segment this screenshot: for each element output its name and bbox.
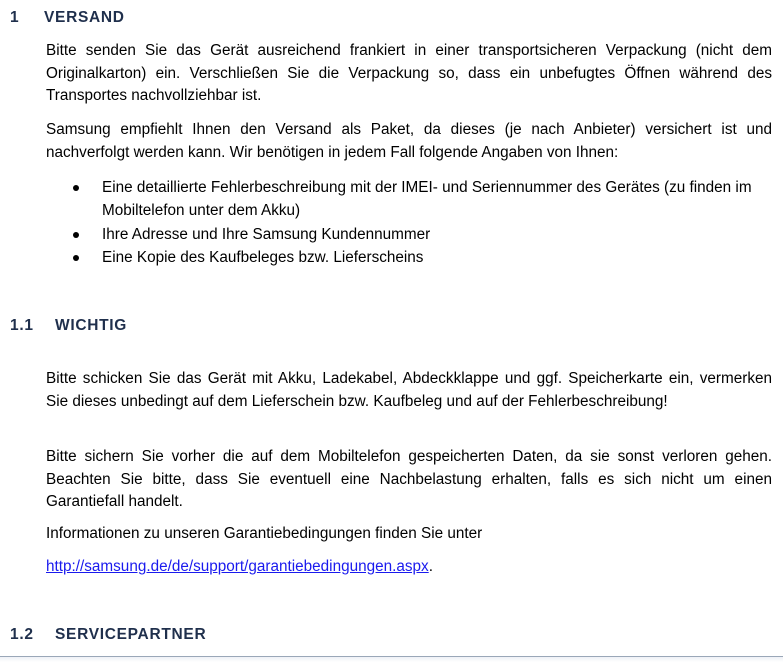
bullet-icon	[73, 185, 79, 191]
warranty-info-text: Informationen zu unseren Garantiebedingungen finden Sie unter	[46, 525, 483, 542]
wichtig-paragraph-1: Bitte schicken Sie das Gerät mit Akku, Ladekabel, Abdeckklappe und ggf. Speicherkarte ein, vermerken Sie dieses unbedingt auf dem Lieferschein bzw. Kaufbeleg und auf der Fehlerbeschreibung!	[46, 370, 772, 410]
bullet-icon	[73, 255, 79, 261]
versand-paragraph-2: Samsung empfiehlt Ihnen den Versand als Paket, da dieses (je nach Anbieter) versichert ist und nachverfolgt werden kann. Wir benötigen in jedem Fall folgende Angaben von Ihnen:	[46, 121, 772, 161]
bullet-icon	[73, 232, 79, 238]
section-1-heading	[10, 9, 125, 27]
section-1-1-heading	[10, 317, 127, 335]
warranty-link-line	[46, 556, 772, 579]
page-bottom-shade	[0, 657, 783, 662]
section-title: SERVICEPARTNER	[55, 626, 207, 643]
list-item	[46, 246, 772, 269]
list-item	[46, 176, 772, 223]
section-title: WICHTIG	[55, 317, 128, 334]
section-number: 1.1	[10, 317, 34, 334]
list-item-text: Eine Kopie des Kaufbeleges bzw. Lieferscheins	[102, 249, 424, 267]
wichtig-paragraph-2: Bitte sichern Sie vorher die auf dem Mobiltelefon gespeicherten Daten, da sie sonst verloren gehen. Beachten Sie bitte, dass Sie eventuell eine Nachbelastung erhalten, falls es sich nicht um einen Garantiefall handelt.	[46, 448, 772, 511]
link-suffix: .	[428, 558, 433, 575]
versand-paragraph-1: Bitte senden Sie das Gerät ausreichend frankiert in einer transportsicheren Verpackung (nicht dem Originalkarton) ein. Verschließen Sie die Verpackung so, dass ein unbefugtes Öffnen während des Transportes nachvollziehbar ist.	[46, 42, 772, 105]
section-number: 1.2	[10, 626, 34, 643]
list-item-text: Ihre Adresse und Ihre Samsung Kundennummer	[102, 225, 431, 243]
section-1-2-heading	[10, 626, 206, 644]
list-item-text: Eine detaillierte Fehlerbeschreibung mit der IMEI- und Seriennummer des Gerätes (zu finden im Mobiltelefon unter dem Akku)	[102, 179, 752, 220]
warranty-link[interactable]: http://samsung.de/de/support/garantiebedingungen.aspx	[46, 558, 429, 575]
section-number: 1	[10, 9, 20, 26]
section-title: VERSAND	[44, 9, 125, 26]
required-info-list	[46, 176, 772, 270]
list-item	[46, 223, 772, 246]
